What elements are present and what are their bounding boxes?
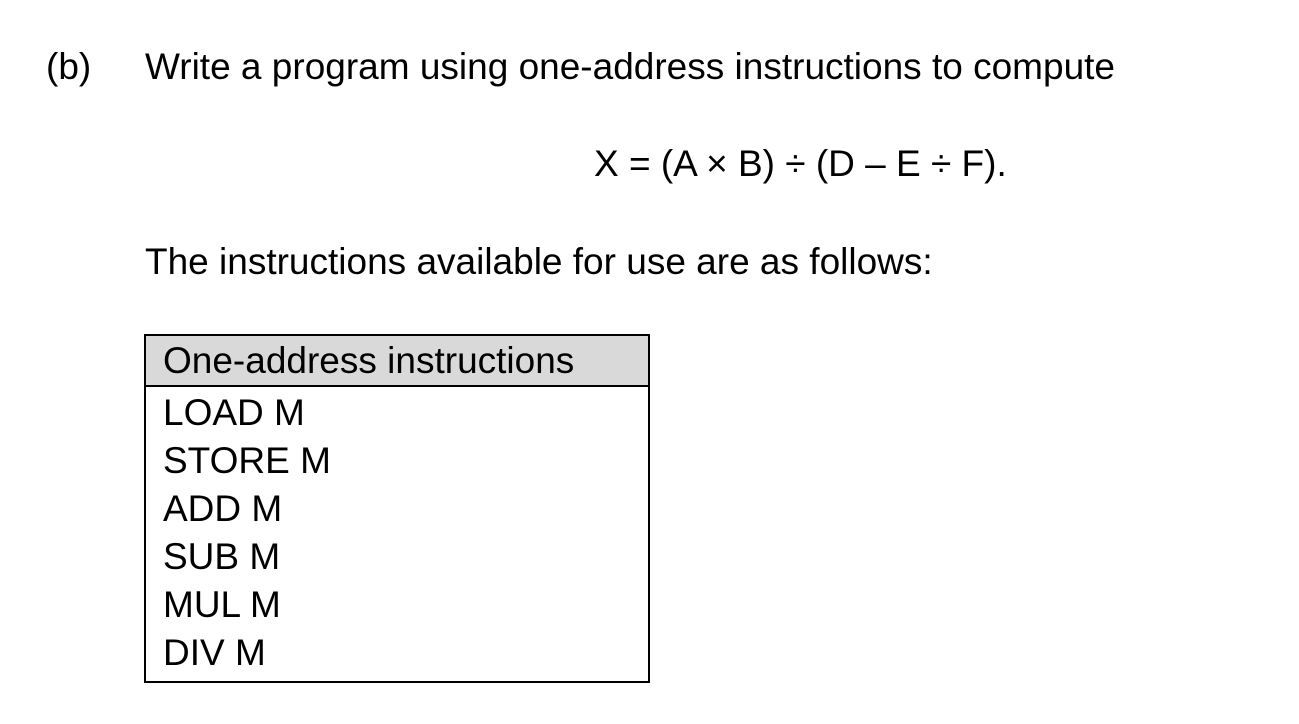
instruction-load: LOAD M [163,392,305,433]
instructions-table-header: One-address instructions [146,336,648,387]
question-label: (b) [46,46,92,87]
instructions-table-body [146,387,648,681]
instructions-table [144,334,650,683]
instruction-div: DIV M [163,632,266,673]
question-prompt: Write a program using one-address instructions to compute [145,46,1116,87]
instruction-sub: SUB M [163,536,281,577]
instructions-intro: The instructions available for use are as follows: [145,241,933,282]
instruction-store: STORE M [163,440,331,481]
formula: X = (A × B) ÷ (D – E ÷ F). [594,143,1007,184]
instruction-add: ADD M [163,488,283,529]
instruction-mul: MUL M [163,584,281,625]
